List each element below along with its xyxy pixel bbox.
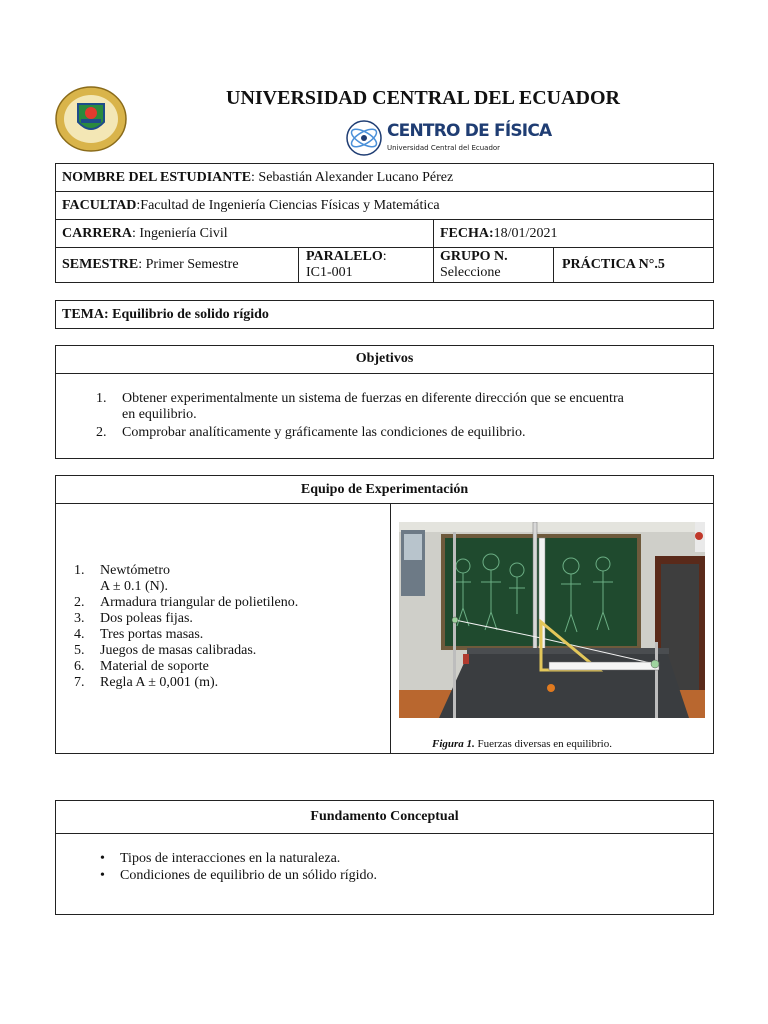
objetivos-list: [96, 391, 696, 441]
list-item: 7. Regla A ± 0,001 (m).: [74, 675, 219, 690]
bullet-icon: •: [100, 868, 105, 883]
list-item: 2. Comprobar analíticamente y gráficamente las condiciones de equilibrio.: [96, 425, 526, 440]
tema-row: [62, 307, 269, 323]
semestre-value: : Primer Semestre: [138, 257, 239, 272]
facultad-row: [62, 198, 440, 214]
grupo-cell: [440, 249, 508, 281]
fundamento-list: [94, 850, 694, 884]
paralelo-value: IC1-001: [306, 265, 353, 280]
paralelo-colon: :: [382, 249, 387, 264]
nombre-value: : Sebastián Alexander Lucano Pérez: [251, 170, 454, 185]
fecha-label: FECHA:: [440, 226, 494, 241]
equipo-title: Equipo de Experimentación: [300, 482, 469, 497]
list-item: 6. Material de soporte: [74, 659, 209, 674]
grupo-select[interactable]: Seleccione: [440, 265, 501, 280]
list-item: 1. Newtómetro: [74, 563, 170, 578]
practica-cell: [562, 257, 665, 273]
practica-label: PRÁCTICA N°.5: [562, 257, 665, 272]
semestre-cell: [62, 257, 239, 273]
tema-value: Equilibrio de solido rígido: [108, 307, 269, 322]
facultad-label: FACULTAD: [62, 198, 137, 213]
centro-fisica-logo: [345, 118, 552, 158]
nombre-label: NOMBRE DEL ESTUDIANTE: [62, 170, 252, 185]
carrera-label: CARRERA: [62, 226, 132, 241]
centro-fisica-title: CENTRO DE FÍSICA: [387, 121, 552, 141]
list-item: 5. Juegos de masas calibradas.: [74, 643, 257, 658]
fecha-cell: [440, 226, 557, 242]
university-title: UNIVERSIDAD CENTRAL DEL ECUADOR: [226, 87, 620, 109]
semestre-label: SEMESTRE: [62, 257, 139, 272]
list-item: 2. Armadura triangular de polietileno.: [74, 595, 299, 610]
equipo-list: [74, 563, 384, 691]
atom-icon: [345, 119, 383, 157]
centro-fisica-subtitle: Universidad Central del Ecuador: [387, 144, 501, 152]
list-item: • Tipos de interacciones en la naturaleza.: [100, 851, 341, 866]
fecha-value: 18/01/2021: [493, 226, 558, 241]
figure-lab-image: [399, 522, 705, 718]
figure-label: Figura 1.: [432, 738, 475, 750]
bullet-icon: •: [100, 851, 105, 866]
carrera-cell: [62, 226, 228, 242]
carrera-value: : Ingeniería Civil: [132, 226, 228, 241]
tema-label: TEMA:: [62, 307, 109, 322]
paralelo-cell: [306, 249, 387, 281]
paralelo-label: PARALELO: [306, 249, 383, 264]
fundamento-title: Fundamento Conceptual: [310, 809, 459, 824]
figure-caption-text: Fuerzas diversas en equilibrio.: [474, 738, 612, 750]
objetivos-title: Objetivos: [355, 351, 414, 366]
list-item: • Condiciones de equilibrio de un sólido rígido.: [100, 868, 378, 883]
figure-caption: [432, 738, 612, 751]
list-item: A ± 0.1 (N).: [100, 579, 168, 594]
list-item: 1. Obtener experimentalmente un sistema de fuerzas en diferente dirección que se encuentra en equilibrio.: [96, 391, 624, 422]
facultad-value: :Facultad de Ingeniería Ciencias Físicas y Matemática: [136, 198, 440, 213]
list-item: 4. Tres portas masas.: [74, 627, 204, 642]
grupo-label: GRUPO N.: [440, 249, 508, 264]
list-item: 3. Dos poleas fijas.: [74, 611, 193, 626]
nombre-row: [62, 170, 453, 186]
